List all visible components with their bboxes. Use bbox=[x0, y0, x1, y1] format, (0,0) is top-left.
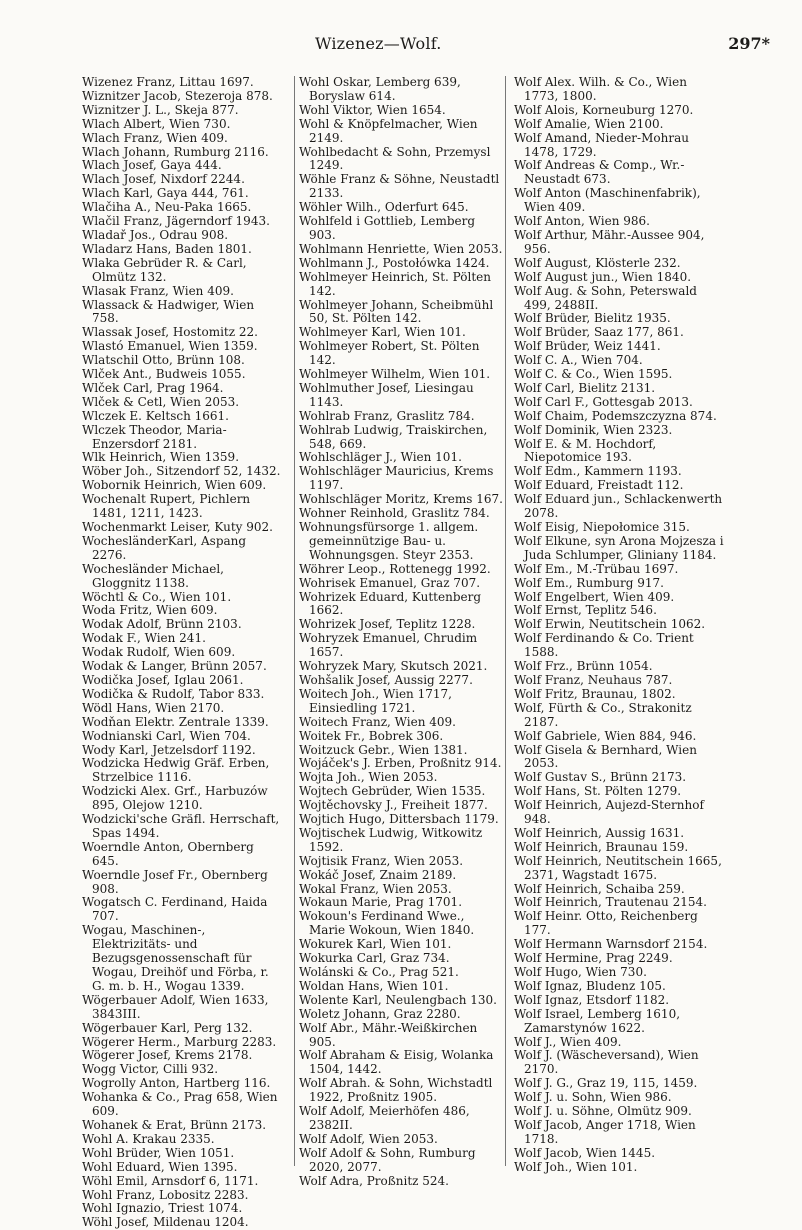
directory-entry: Wolf Eisig, Niepołomice 315. bbox=[514, 520, 690, 534]
directory-entry: Wöhl Josef, Mildenau 1204. bbox=[82, 1215, 249, 1230]
directory-entry: Wolf C. & Co., Wien 1595. bbox=[514, 367, 673, 382]
directory-entry: Wolf Gustav S., Brünn 2173. bbox=[514, 770, 687, 785]
directory-entry: Wlaka Gebrüder R. & Carl, Olmütz 132. bbox=[82, 255, 247, 284]
directory-entry: Wlačil Franz, Jägerndorf 1943. bbox=[82, 214, 270, 229]
directory-entry: Wlczek Theodor, Maria-Enzersdorf 2181. bbox=[82, 422, 227, 451]
directory-entry: Wolf Ignaz, Bludenz 105. bbox=[514, 978, 666, 993]
directory-entry: Wohl & Knöpfelmacher, Wien 2149. bbox=[299, 116, 478, 145]
directory-entry: Wohlschläger Moritz, Krems 167. bbox=[299, 492, 503, 507]
directory-entry: Wokal Franz, Wien 2053. bbox=[299, 881, 452, 896]
directory-entry: Wolf E. & M. Hochdorf, Niepotomice 193. bbox=[514, 436, 657, 465]
directory-entry: Wolf Hugo, Wien 730. bbox=[514, 965, 647, 979]
directory-entry: Wolf Gabriele, Wien 884, 946. bbox=[514, 728, 697, 743]
directory-entry: Wohryzek Emanuel, Chrudim 1657. bbox=[299, 631, 478, 660]
directory-entry: Wohlmeyer Robert, St. Pölten 142. bbox=[299, 339, 480, 368]
directory-entry: Wohlschläger Mauricius, Krems 1197. bbox=[299, 464, 494, 493]
directory-entry: Wojáček's J. Erben, Proßnitz 914. bbox=[299, 756, 502, 771]
directory-entry: Wöchtl & Co., Wien 101. bbox=[82, 589, 232, 604]
directory-entry: Wohlbedacht & Sohn, Przemysl 1249. bbox=[299, 144, 491, 173]
directory-entry: Wohl Oskar, Lemberg 639, Boryslaw 614. bbox=[299, 75, 461, 103]
directory-entry: Wolf Aug. & Sohn, Peterswald 499, 2488II. bbox=[514, 283, 697, 312]
directory-entry: Wiznitzer Jacob, Stezeroja 878. bbox=[82, 88, 273, 103]
directory-entry: Woitek Fr., Bobrek 306. bbox=[299, 728, 444, 743]
directory-entry: Wojtěchovsky J., Freiheit 1877. bbox=[299, 798, 488, 813]
directory-entry: Wolf Brüder, Saaz 177, 861. bbox=[514, 325, 684, 340]
directory-entry: Wohlschläger J., Wien 101. bbox=[299, 450, 462, 465]
directory-entry: Wlasak Franz, Wien 409. bbox=[82, 283, 234, 298]
directory-entry: Wolf Elkune, syn Arona Mojzesza i Juda Schlumper, Gliniany 1184. bbox=[514, 533, 724, 562]
directory-entry: Wolf C. A., Wien 704. bbox=[514, 353, 643, 368]
directory-entry: Wlach Josef, Nixdorf 2244. bbox=[82, 172, 245, 187]
directory-entry: Wohl A. Krakau 2335. bbox=[82, 1131, 215, 1146]
directory-entry: Wolf Abr., Mähr.-Weißkirchen 905. bbox=[299, 1020, 478, 1049]
directory-entry: Wokurek Karl, Wien 101. bbox=[299, 937, 452, 952]
directory-entry: Wokoun's Ferdinand Wwe., Marie Wokoun, Wien 1840. bbox=[299, 909, 475, 938]
directory-entry: Wolf Franz, Neuhaus 787. bbox=[514, 672, 673, 687]
directory-entry: Wolf Andreas & Comp., Wr.-Neustadt 673. bbox=[514, 158, 685, 187]
directory-entry: Wolf Heinrich, Aujezd-Sternhof 948. bbox=[514, 798, 704, 827]
directory-entry: Wolf Jacob, Anger 1718, Wien 1718. bbox=[514, 1117, 696, 1146]
directory-entry: Wlassack & Hadwiger, Wien 758. bbox=[82, 297, 255, 326]
directory-entry: Wolf Alex. Wilh. & Co., Wien 1773, 1800. bbox=[514, 75, 687, 103]
directory-entry: Wolf J. G., Graz 19, 115, 1459. bbox=[514, 1076, 698, 1091]
directory-entry: Wolf Hermine, Prag 2249. bbox=[514, 951, 673, 966]
directory-entry: Wolf August jun., Wien 1840. bbox=[514, 269, 692, 284]
directory-entry: Wolf Dominik, Wien 2323. bbox=[514, 422, 673, 437]
directory-entry: Wolf J., Wien 409. bbox=[514, 1034, 622, 1049]
directory-entry: Wolf Israel, Lemberg 1610, Zamarstynów 1622. bbox=[514, 1006, 681, 1035]
directory-entry: Wojtech Gebrüder, Wien 1535. bbox=[299, 784, 486, 799]
column-1 bbox=[82, 75, 282, 1230]
directory-entry: Wojtisik Franz, Wien 2053. bbox=[299, 853, 464, 868]
directory-entry: Wolf Ernst, Teplitz 546. bbox=[514, 603, 657, 618]
directory-entry: Wodzicki Alex. Grf., Harbuzów 895, Olejow 1210. bbox=[82, 784, 268, 813]
directory-entry: Wolf J. (Wäscheversand), Wien 2170. bbox=[514, 1048, 699, 1077]
directory-entry: Wogatsch C. Ferdinand, Haida 707. bbox=[82, 895, 268, 924]
directory-entry: Wohlmann J., Postołówka 1424. bbox=[299, 255, 490, 270]
directory-entry: Woda Fritz, Wien 609. bbox=[82, 603, 218, 618]
directory-entry: Wolente Karl, Neulengbach 130. bbox=[299, 992, 497, 1007]
directory-entry: Wodzicka Hedwig Gräf. Erben, Strzelbice 1116. bbox=[82, 756, 270, 785]
directory-entry: Wolf Carl F., Gottesgab 2013. bbox=[514, 394, 693, 409]
directory-columns bbox=[82, 75, 772, 1230]
directory-entry: Wojta Joh., Wien 2053. bbox=[299, 770, 438, 785]
directory-entry: Wolf Adra, Proßnitz 524. bbox=[299, 1173, 449, 1188]
directory-entry: Wolánski & Co., Prag 521. bbox=[299, 965, 459, 979]
directory-entry: Wögerbauer Karl, Perg 132. bbox=[82, 1020, 253, 1035]
directory-entry: Wödl Hans, Wien 2170. bbox=[82, 700, 225, 715]
directory-entry: Wohlmeyer Karl, Wien 101. bbox=[299, 325, 466, 340]
directory-entry: Wolf August, Klösterle 232. bbox=[514, 255, 681, 270]
directory-entry: Wolf J. u. Sohn, Wien 986. bbox=[514, 1090, 672, 1105]
directory-entry: Wodička Josef, Iglau 2061. bbox=[82, 672, 244, 687]
directory-entry: Wladarz Hans, Baden 1801. bbox=[82, 241, 252, 256]
directory-entry: Wolf Edm., Kammern 1193. bbox=[514, 464, 682, 479]
directory-entry: Wohlmeyer Wilhelm, Wien 101. bbox=[299, 367, 491, 382]
directory-entry: Wolf Adolf, Wien 2053. bbox=[299, 1131, 438, 1146]
directory-entry: Wlach Johann, Rumburg 2116. bbox=[82, 144, 269, 159]
directory-entry: Wohlrab Franz, Graslitz 784. bbox=[299, 408, 475, 423]
directory-entry: Woldan Hans, Wien 101. bbox=[299, 978, 449, 993]
directory-entry: Wlček Ant., Budweis 1055. bbox=[82, 367, 246, 382]
directory-entry: Wohl Viktor, Wien 1654. bbox=[299, 102, 446, 117]
directory-entry: Wolf Chaim, Podemszczyzna 874. bbox=[514, 408, 717, 423]
directory-entry: Wohrizek Josef, Teplitz 1228. bbox=[299, 617, 476, 632]
directory-entry: Wöhle Franz & Söhne, Neustadtl 2133. bbox=[299, 172, 500, 201]
directory-entry: WocheslӓnderKarl, Aspang 2276. bbox=[82, 533, 247, 562]
column-3 bbox=[514, 75, 724, 1174]
directory-entry: Wohlmuther Josef, Liesingau 1143. bbox=[299, 380, 474, 409]
directory-entry: Wöhrer Leop., Rottenegg 1992. bbox=[299, 561, 491, 576]
directory-entry: Wochenalt Rupert, Pichlern 1481, 1211, 1423. bbox=[82, 492, 251, 521]
directory-entry: Wohlrab Ludwig, Traiskirchen, 548, 669. bbox=[299, 422, 488, 451]
directory-entry: Wolf Ignaz, Etsdorf 1182. bbox=[514, 992, 670, 1007]
directory-entry: Wohlmann Henriette, Wien 2053. bbox=[299, 241, 503, 256]
directory-entry: Woitech Franz, Wien 409. bbox=[299, 714, 456, 729]
directory-entry: Wlastó Emanuel, Wien 1359. bbox=[82, 339, 258, 354]
directory-entry: Wolf Amand, Nieder-Mohrau 1478, 1729. bbox=[514, 130, 689, 159]
directory-entry: Wlach Franz, Wien 409. bbox=[82, 130, 228, 145]
directory-entry: Wokáč Josef, Znaim 2189. bbox=[299, 867, 457, 882]
directory-entry: Wochenmarkt Leiser, Kuty 902. bbox=[82, 520, 273, 534]
directory-entry: Wlach Albert, Wien 730. bbox=[82, 116, 231, 131]
directory-entry: Wojtich Hugo, Dittersbach 1179. bbox=[299, 812, 499, 827]
directory-entry: Wolf Frz., Brünn 1054. bbox=[514, 659, 653, 674]
directory-entry: Wolf Em., M.-Trübau 1697. bbox=[514, 561, 679, 576]
directory-entry: Wodak & Langer, Brünn 2057. bbox=[82, 659, 267, 674]
directory-entry: Wolf Eduard jun., Schlackenwerth 2078. bbox=[514, 492, 723, 521]
directory-entry: Wolf J. u. Söhne, Olmütz 909. bbox=[514, 1104, 692, 1119]
directory-entry: Wögerer Josef, Krems 2178. bbox=[82, 1048, 253, 1063]
directory-entry: Wodak Rudolf, Wien 609. bbox=[82, 645, 236, 660]
directory-entry: Wolf Adolf, Meierhöfen 486, 2382II. bbox=[299, 1104, 470, 1132]
directory-entry: Wolf Anton (Maschinenfabrik), Wien 409. bbox=[514, 186, 701, 215]
directory-entry: Wolf Ferdinando & Co. Trient 1588. bbox=[514, 631, 694, 660]
directory-entry: Wolf Amalie, Wien 2100. bbox=[514, 116, 664, 131]
directory-entry: Wögerer Herm., Marburg 2283. bbox=[82, 1034, 277, 1049]
directory-entry: Woitzuck Gebr., Wien 1381. bbox=[299, 742, 468, 757]
directory-entry: Wolf Eduard, Freistadt 112. bbox=[514, 478, 684, 493]
directory-entry: Wolf Engelbert, Wien 409. bbox=[514, 589, 675, 604]
directory-entry: Wohlmeyer Heinrich, St. Pölten 142. bbox=[299, 269, 491, 298]
directory-entry: Wohl Ignazio, Triest 1074. bbox=[82, 1201, 243, 1216]
directory-entry: Wolf Abrah. & Sohn, Wichstadtl 1922, Proßnitz 1905. bbox=[299, 1076, 493, 1105]
directory-entry: Wohrisek Emanuel, Graz 707. bbox=[299, 575, 481, 590]
page-number: 297* bbox=[728, 34, 770, 53]
directory-entry: Wohanek & Erat, Brünn 2173. bbox=[82, 1117, 267, 1132]
directory-entry: Wolf Adolf & Sohn, Rumburg 2020, 2077. bbox=[299, 1145, 476, 1174]
directory-entry: Wolf Hermann Warnsdorf 2154. bbox=[514, 937, 708, 952]
directory-entry: Wolf, Fürth & Co., Strakonitz 2187. bbox=[514, 700, 692, 729]
directory-entry: Woerndle Anton, Obernberg 645. bbox=[82, 839, 254, 868]
directory-entry: Wlatschil Otto, Brünn 108. bbox=[82, 353, 245, 368]
directory-entry: Wolf Heinrich, Aussig 1631. bbox=[514, 825, 685, 840]
directory-entry: Wohlmeyer Johann, Scheibmühl 50, St. Pölten 142. bbox=[299, 297, 494, 326]
directory-entry: Wolf Heinr. Otto, Reichenberg 177. bbox=[514, 909, 698, 938]
directory-entry: Wolf Alois, Korneuburg 1270. bbox=[514, 102, 694, 117]
directory-entry: Woletz Johann, Graz 2280. bbox=[299, 1006, 461, 1021]
directory-entry: Wlk Heinrich, Wien 1359. bbox=[82, 450, 240, 465]
directory-entry: Wöhler Wilh., Oderfurt 645. bbox=[299, 200, 469, 215]
directory-entry: Wodak Adolf, Brünn 2103. bbox=[82, 617, 242, 632]
directory-entry: Wögerbauer Adolf, Wien 1633, 3843III. bbox=[82, 992, 269, 1021]
column-2 bbox=[299, 75, 503, 1188]
directory-entry: Wohlfeld i Gottlieb, Lemberg 903. bbox=[299, 214, 476, 242]
directory-entry: Wojtischek Ludwig, Witkowitz 1592. bbox=[299, 825, 483, 854]
directory-entry: Wocheslӓnder Michael, Gloggnitz 1138. bbox=[82, 561, 224, 590]
directory-entry: Wizenez Franz, Littau 1697. bbox=[82, 75, 254, 89]
directory-entry: Wöber Joh., Sitzendorf 52, 1432. bbox=[82, 464, 281, 479]
page-title: Wizenez—Wolf. bbox=[315, 34, 442, 53]
directory-entry: Wodak F., Wien 241. bbox=[82, 631, 206, 646]
directory-entry: Wlačiha A., Neu-Paka 1665. bbox=[82, 200, 252, 215]
directory-entry: Wolf Heinrich, Braunau 159. bbox=[514, 839, 689, 854]
directory-entry: Wodička & Rudolf, Tabor 833. bbox=[82, 686, 265, 701]
directory-entry: Wlach Karl, Gaya 444, 761. bbox=[82, 186, 249, 201]
directory-entry: Wohryzek Mary, Skutsch 2021. bbox=[299, 659, 488, 674]
directory-entry: Wohšalik Josef, Aussig 2277. bbox=[299, 672, 473, 687]
directory-entry: Wolf Brüder, Bielitz 1935. bbox=[514, 311, 671, 326]
directory-entry: Wohl Eduard, Wien 1395. bbox=[82, 1159, 238, 1174]
directory-entry: Wolf Erwin, Neutitschein 1062. bbox=[514, 617, 706, 632]
directory-entry: Wogrolly Anton, Hartberg 116. bbox=[82, 1076, 271, 1091]
directory-entry: Wohnungsfürsorge 1. allgem. gemeinnützige Bau- u. Wohnungsgen. Steyr 2353. bbox=[299, 520, 479, 562]
directory-entry: Wlach Josef, Gaya 444. bbox=[82, 158, 222, 173]
directory-entry: Wolf Gisela & Bernhard, Wien 2053. bbox=[514, 742, 697, 771]
directory-entry: Wody Karl, Jetzelsdorf 1192. bbox=[82, 742, 256, 757]
directory-entry: Wolf Heinrich, Trautenau 2154. bbox=[514, 895, 707, 910]
directory-entry: Wlassak Josef, Hostomitz 22. bbox=[82, 325, 258, 340]
directory-entry: Wolf Arthur, Mähr.-Aussee 904, 956. bbox=[514, 227, 705, 256]
directory-entry: Wolf Hans, St. Pölten 1279. bbox=[514, 784, 682, 799]
directory-entry: Wodnianski Carl, Wien 704. bbox=[82, 728, 251, 743]
directory-entry: Wolf Carl, Bielitz 2131. bbox=[514, 380, 656, 395]
directory-entry: Wogg Victor, Cilli 932. bbox=[82, 1062, 219, 1077]
directory-entry: Wlček Carl, Prag 1964. bbox=[82, 380, 224, 395]
directory-entry: Woitech Joh., Wien 1717, Einsiedling 1721. bbox=[299, 686, 452, 715]
directory-entry: Woerndle Josef Fr., Obernberg 908. bbox=[82, 867, 268, 896]
directory-entry: Wodzicki'sche Gräfl. Herrschaft, Spas 1494. bbox=[82, 812, 280, 840]
directory-entry: Wolf Anton, Wien 986. bbox=[514, 214, 650, 229]
directory-entry: Wogau, Maschinen-, Elektrizitäts- und Bezugsgenossenschaft für Wogau, Dreihöf und Förba, r. G. m. b. H., Wogau 1339. bbox=[82, 923, 269, 993]
page-header bbox=[0, 34, 802, 56]
directory-entry: Wladař Jos., Odrau 908. bbox=[82, 227, 229, 242]
directory-entry: Wlczek E. Keltsch 1661. bbox=[82, 408, 229, 423]
directory-entry: Wiznitzer J. L., Skeja 877. bbox=[82, 102, 239, 117]
directory-entry: Wlček & Cetl, Wien 2053. bbox=[82, 394, 240, 409]
directory-entry: Wodňan Elektr. Zentrale 1339. bbox=[82, 714, 269, 729]
directory-entry: Wöhl Emil, Arnsdorf 6, 1171. bbox=[82, 1173, 259, 1188]
directory-entry: Wolf Jacob, Wien 1445. bbox=[514, 1145, 656, 1160]
directory-entry: Wolf Heinrich, Schaiba 259. bbox=[514, 881, 685, 896]
directory-entry: Wohl Brüder, Wien 1051. bbox=[82, 1145, 235, 1160]
directory-entry: Wolf Abraham & Eisig, Wolanka 1504, 1442. bbox=[299, 1048, 494, 1077]
directory-entry: Wolf Fritz, Braunau, 1802. bbox=[514, 686, 676, 701]
directory-entry: Wohanka & Co., Prag 658, Wien 609. bbox=[82, 1090, 278, 1119]
directory-entry: Wokurka Carl, Graz 734. bbox=[299, 951, 450, 966]
directory-entry: Wolf Em., Rumburg 917. bbox=[514, 575, 664, 590]
directory-entry: Wokaun Marie, Prag 1701. bbox=[299, 895, 463, 910]
directory-entry: Wohrizek Eduard, Kuttenberg 1662. bbox=[299, 589, 482, 618]
directory-entry: Wolf Brüder, Weiz 1441. bbox=[514, 339, 661, 354]
directory-entry: Wohner Reinhold, Graslitz 784. bbox=[299, 506, 490, 521]
directory-entry: Wolf Joh., Wien 101. bbox=[514, 1159, 638, 1174]
directory-entry: Wohl Franz, Lobositz 2283. bbox=[82, 1187, 249, 1202]
directory-entry: Wolf Heinrich, Neutitschein 1665, 2371, Wagstadt 1675. bbox=[514, 853, 722, 882]
directory-entry: Wobornik Heinrich, Wien 609. bbox=[82, 478, 267, 493]
